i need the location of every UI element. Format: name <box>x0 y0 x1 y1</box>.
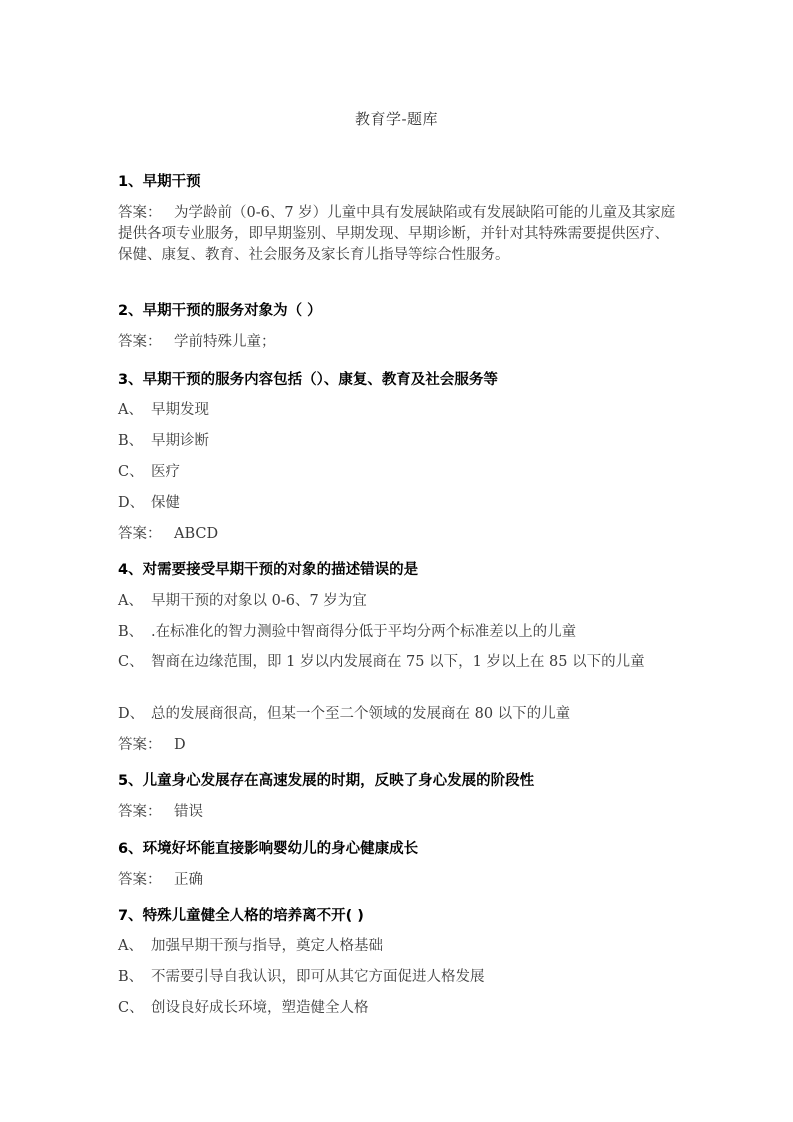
question-heading-6: 6、环境好坏能直接影响婴幼儿的身心健康成长 <box>118 841 419 857</box>
answer-4 <box>118 735 678 755</box>
answer-text: 正确 <box>174 872 203 888</box>
option-4a <box>118 591 678 611</box>
answer-label: 答案： <box>118 804 162 820</box>
option-3a <box>118 400 678 420</box>
answer-5 <box>118 802 678 822</box>
option-text: 早期发现 <box>151 402 209 418</box>
option-3c <box>118 462 678 482</box>
answer-text: 错误 <box>174 804 203 820</box>
option-7c <box>118 998 678 1018</box>
option-label: B、 <box>118 433 144 449</box>
question-heading-3: 3、早期干预的服务内容包括（）、康复、教育及社会服务等 <box>118 372 498 388</box>
option-label: B、 <box>118 624 144 640</box>
option-text: 保健 <box>151 495 180 511</box>
option-label: C、 <box>118 654 144 670</box>
option-text: 早期干预的对象以 0-6、7 岁为宜 <box>151 593 367 609</box>
option-text: 不需要引导自我认识，即可从其它方面促进人格发展 <box>151 969 485 985</box>
answer-label: 答案： <box>118 526 162 542</box>
answer-text: ABCD <box>174 526 219 542</box>
option-3d <box>118 493 678 513</box>
option-4b <box>118 622 678 642</box>
option-label: D、 <box>118 495 145 511</box>
option-label: A、 <box>118 938 143 954</box>
option-label: A、 <box>118 402 143 418</box>
option-text: 智商在边缘范围，即 1 岁以内发展商在 75 以下，1 岁以上在 85 以下的儿童 <box>151 654 645 670</box>
question-heading-5: 5、儿童身心发展存在高速发展的时期，反映了身心发展的阶段性 <box>118 773 535 789</box>
option-text: 早期诊断 <box>151 433 209 449</box>
option-text: 创设良好成长环境，塑造健全人格 <box>151 1000 369 1016</box>
answer-label: 答案： <box>118 737 162 753</box>
answer-label: 答案： <box>118 334 162 350</box>
answer-1 <box>118 203 678 266</box>
answer-label: 答案： <box>118 205 162 221</box>
question-heading-7: 7、特殊儿童健全人格的培养离不开( ) <box>118 908 364 924</box>
option-4c <box>118 652 678 673</box>
option-4d <box>118 704 678 724</box>
option-text: .在标准化的智力测验中智商得分低于平均分两个标准差以上的儿童 <box>151 624 577 640</box>
option-text: 加强早期干预与指导，奠定人格基础 <box>151 938 383 954</box>
option-label: C、 <box>118 1000 144 1016</box>
option-3b <box>118 431 678 451</box>
option-label: A、 <box>118 593 143 609</box>
answer-2 <box>118 332 678 352</box>
option-text: 总的发展商很高，但某一个至二个领域的发展商在 80 以下的儿童 <box>151 706 571 722</box>
answer-3 <box>118 524 678 544</box>
answer-6 <box>118 870 678 890</box>
option-7a <box>118 936 678 956</box>
document-title: 教育学-题库 <box>354 110 439 128</box>
question-heading-4: 4、对需要接受早期干预的对象的描述错误的是 <box>118 562 419 578</box>
answer-text: D <box>174 737 186 753</box>
option-label: B、 <box>118 969 144 985</box>
question-heading-2: 2、早期干预的服务对象为（ ） <box>118 303 322 319</box>
option-text: 医疗 <box>151 464 180 480</box>
option-7b <box>118 967 678 987</box>
answer-label: 答案： <box>118 872 162 888</box>
option-label: C、 <box>118 464 144 480</box>
answer-text: 为学龄前（0-6、7 岁）儿童中具有发展缺陷或有发展缺陷可能的儿童及其家庭提供各项专业服务，即早期鉴别、早期发现、早期诊断，并针对其特殊需要提供医疗、保健、康复、教育、社会服务及家长育儿指导等综合性服务。 <box>118 205 676 263</box>
question-heading-1: 1、早期干预 <box>118 174 201 190</box>
option-label: D、 <box>118 706 145 722</box>
answer-text: 学前特殊儿童； <box>174 334 276 350</box>
